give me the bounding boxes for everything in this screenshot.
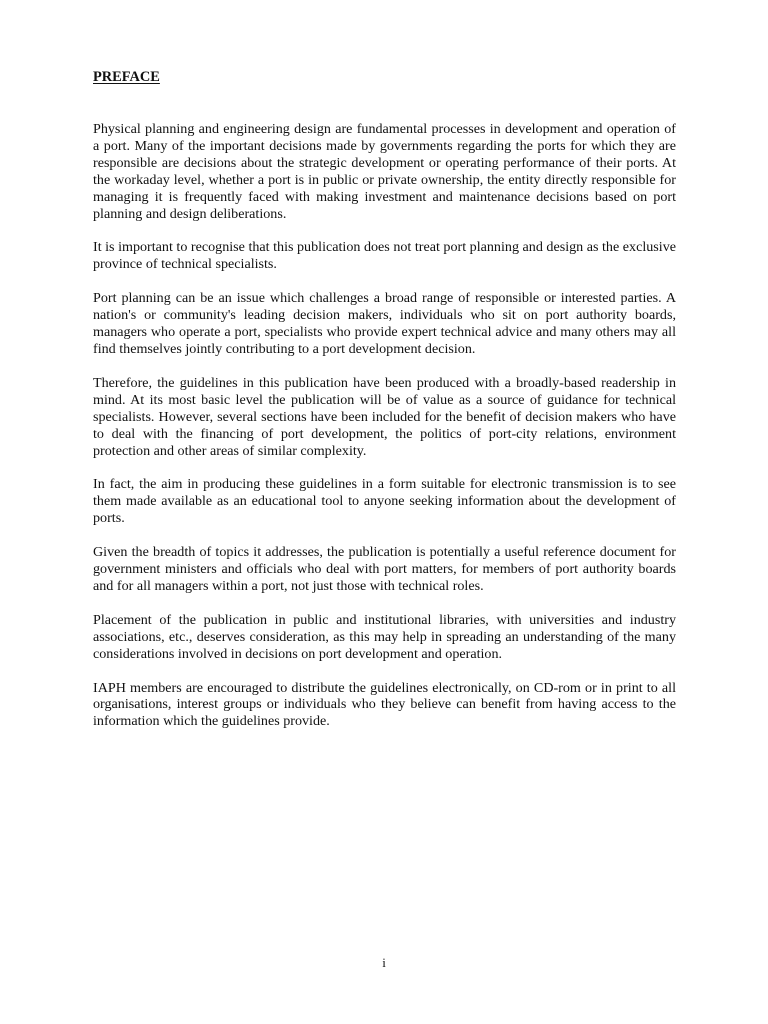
paragraph-3: Port planning can be an issue which challenges a broad range of responsible or interested parties. A nation's or community's leading decision makers, individuals who sit on port authority boards, managers who operate a port, specialists who provide expert technical advice and many others may all find themselves jointly contributing to a port development decision. bbox=[93, 290, 676, 357]
paragraph-1: Physical planning and engineering design are fundamental processes in development and operation of a port. Many of the important decisions made by governments regarding the ports for which they are responsible are decisions about the strategic development or operating performance of their ports. At the workaday level, whether a port is in public or private ownership, the entity directly responsible for managing it is frequently faced with making investment and maintenance decisions based on port planning and design deliberations. bbox=[93, 121, 676, 222]
page-number: i bbox=[382, 955, 386, 970]
paragraph-7: Placement of the publication in public and institutional libraries, with universities and industry associations, etc., deserves consideration, as this may help in spreading an understanding of the many considerations involved in decisions on port development and operation. bbox=[93, 611, 676, 662]
paragraph-2: It is important to recognise that this publication does not treat port planning and design as the exclusive province of technical specialists. bbox=[93, 239, 676, 273]
paragraph-8: IAPH members are encouraged to distribute the guidelines electronically, on CD-rom or in print to all organisations, interest groups or individuals who they believe can benefit from having access to the information which the guidelines provide. bbox=[93, 679, 676, 730]
paragraph-4: Therefore, the guidelines in this publication have been produced with a broadly-based readership in mind. At its most basic level the publication will be of value as a source of guidance for technical specialists. However, several sections have been included for the benefit of decision makers who have to deal with the financing of port development, the politics of port-city relations, environment protection and other areas of similar complexity. bbox=[93, 374, 676, 459]
paragraph-6: Given the breadth of topics it addresses, the publication is potentially a useful reference document for government ministers and officials who deal with port matters, for members of port authority boards and for all managers within a port, not just those with technical roles. bbox=[93, 544, 676, 594]
page-title: PREFACE bbox=[93, 69, 160, 85]
preface-body bbox=[93, 121, 676, 747]
paragraph-5: In fact, the aim in producing these guidelines in a form suitable for electronic transmission is to see them made available as an educational tool to anyone seeking information about the development of ports. bbox=[93, 476, 676, 527]
